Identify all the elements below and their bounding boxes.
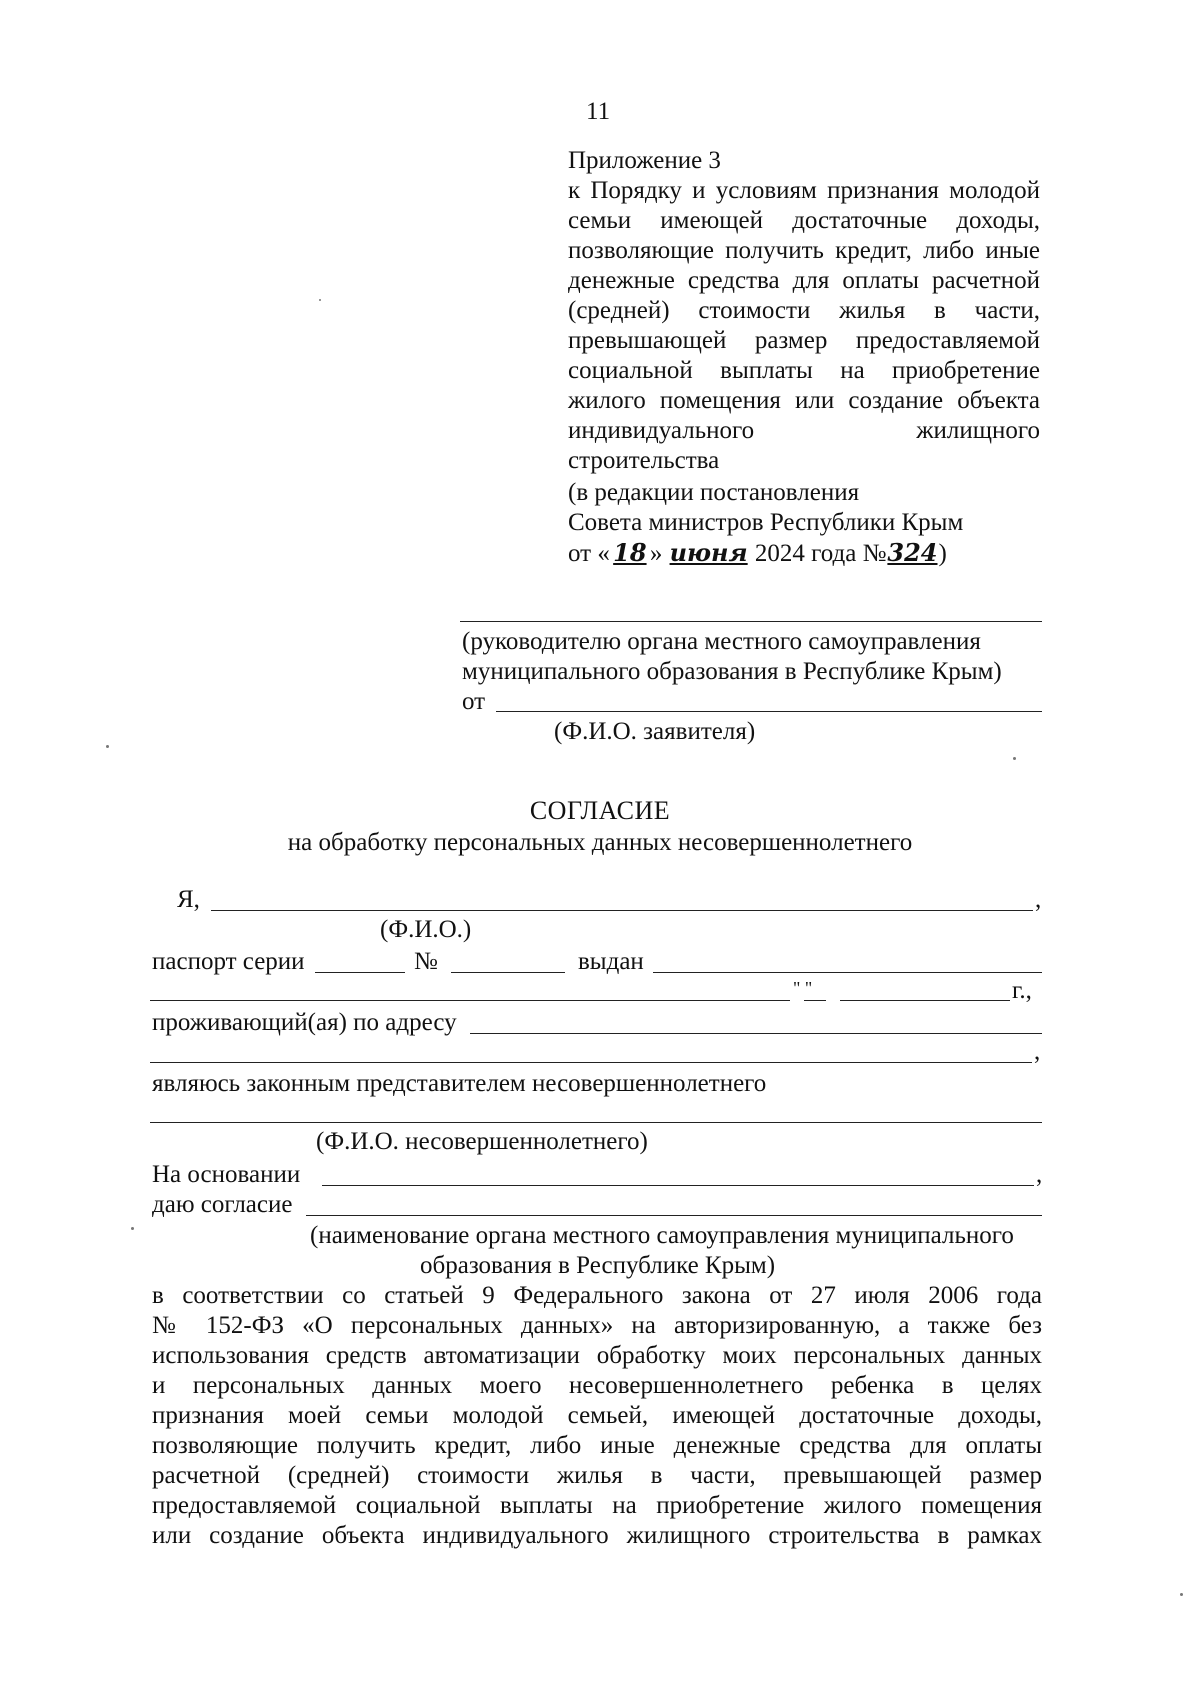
- fio-line[interactable]: [211, 910, 1033, 911]
- org-caption: (наименование органа местного самоуправления муниципального: [310, 1222, 1014, 1249]
- body-line: предоставляемой социальной выплаты на приобретение жилого помещения: [152, 1492, 1042, 1519]
- scan-speck: [106, 745, 109, 748]
- scan-speck: [319, 299, 321, 301]
- i-label: Я,: [177, 886, 200, 913]
- date-close: ): [938, 540, 947, 567]
- body-line: в соответствии со статьей 9 Федерального закона от 27 июля 2006 года: [152, 1282, 1042, 1309]
- basis-comma: ,: [1036, 1161, 1043, 1188]
- passport-number-line[interactable]: [451, 972, 565, 973]
- appendix-line: строительства: [568, 447, 720, 474]
- appendix-line: (средней) стоимости жилья в части,: [568, 297, 1040, 324]
- appendix-line: семьи имеющей достаточные доходы,: [568, 207, 1040, 234]
- scan-speck: [131, 1227, 134, 1230]
- consent-label: даю согласие: [152, 1191, 293, 1218]
- body-line: расчетной (средней) стоимости жилья в части, превышающей размер: [152, 1462, 1042, 1489]
- address-comma: ,: [1034, 1038, 1041, 1065]
- org-caption: образования в Республике Крым): [420, 1252, 776, 1279]
- body-line: и персональных данных моего несовершеннолетнего ребенка в целях: [152, 1372, 1042, 1399]
- passport-label: паспорт серии: [152, 948, 305, 975]
- appendix-line: превышающей размер предоставляемой: [568, 327, 1040, 354]
- body-line: № 152-ФЗ «О персональных данных» на авторизированную, а также без: [152, 1312, 1042, 1339]
- date-prefix: от «: [568, 540, 610, 567]
- handwritten-number: 324: [887, 538, 938, 567]
- issue-month-line[interactable]: [840, 1000, 1010, 1001]
- minor-caption: (Ф.И.О. несовершеннолетнего): [316, 1128, 648, 1155]
- scan-speck: [1013, 757, 1016, 760]
- handwritten-month: июня: [669, 538, 748, 567]
- fio-caption: (Ф.И.О.): [380, 916, 472, 943]
- issued-label: выдан: [578, 948, 644, 975]
- consent-org-line[interactable]: [306, 1215, 1042, 1216]
- date-year: 2024 года №: [754, 540, 887, 567]
- addressee-blank-line[interactable]: [460, 621, 1042, 622]
- passport-series-line[interactable]: [315, 972, 405, 973]
- body-line: признания моей семьи молодой семьей, имеющей достаточные доходы,: [152, 1402, 1042, 1429]
- edition-line: Совета министров Республики Крым: [568, 509, 964, 536]
- appendix-line: позволяющие получить кредит, либо иные: [568, 237, 1040, 264]
- document-subtitle: на обработку персональных данных несовершеннолетнего: [287, 829, 913, 856]
- addressee-caption: (руководителю органа местного самоуправления: [462, 628, 981, 655]
- representative-label: являюсь законным представителем несовершеннолетнего: [152, 1070, 767, 1097]
- appendix-line: индивидуального жилищного: [568, 417, 1040, 444]
- page-number: 11: [586, 98, 611, 125]
- handwritten-day: 18: [613, 538, 647, 567]
- edition-line: (в редакции постановления: [568, 479, 860, 506]
- date-mid: »: [649, 540, 663, 567]
- year-suffix: г.,: [1012, 977, 1032, 1004]
- issue-day-line[interactable]: [804, 1000, 826, 1001]
- from-label: от: [462, 688, 486, 715]
- body-line: или создание объекта индивидуального жилищного строительства в рамках: [152, 1522, 1042, 1549]
- address-line-2[interactable]: [150, 1062, 1032, 1063]
- basis-line[interactable]: [322, 1185, 1034, 1186]
- date-quotes: " ": [793, 978, 813, 998]
- address-line[interactable]: [470, 1033, 1042, 1034]
- body-line: позволяющие получить кредит, либо иные денежные средства для оплаты: [152, 1432, 1042, 1459]
- minor-name-line[interactable]: [150, 1122, 1042, 1123]
- applicant-name-line[interactable]: [496, 711, 1042, 712]
- number-label: №: [414, 948, 438, 975]
- appendix-line: денежные средства для оплаты расчетной: [568, 267, 1040, 294]
- applicant-caption: (Ф.И.О. заявителя): [554, 718, 756, 745]
- resolution-date-line: [568, 538, 947, 569]
- fio-comma: ,: [1035, 886, 1042, 913]
- scan-speck: [1180, 1593, 1183, 1596]
- issued-by-line[interactable]: [653, 972, 1042, 973]
- appendix-line: жилого помещения или создание объекта: [568, 387, 1040, 414]
- issued-by-line-2[interactable]: [150, 1000, 790, 1001]
- appendix-line: к Порядку и условиям признания молодой: [568, 177, 1040, 204]
- addressee-caption: муниципального образования в Республике Крым): [462, 658, 1002, 685]
- document-title: СОГЛАСИЕ: [529, 796, 671, 825]
- appendix-line: социальной выплаты на приобретение: [568, 357, 1040, 384]
- address-label: проживающий(ая) по адресу: [152, 1009, 457, 1036]
- basis-label: На основании: [152, 1161, 301, 1188]
- appendix-title: Приложение 3: [568, 147, 721, 174]
- body-line: использования средств автоматизации обработку моих персональных данных: [152, 1342, 1042, 1369]
